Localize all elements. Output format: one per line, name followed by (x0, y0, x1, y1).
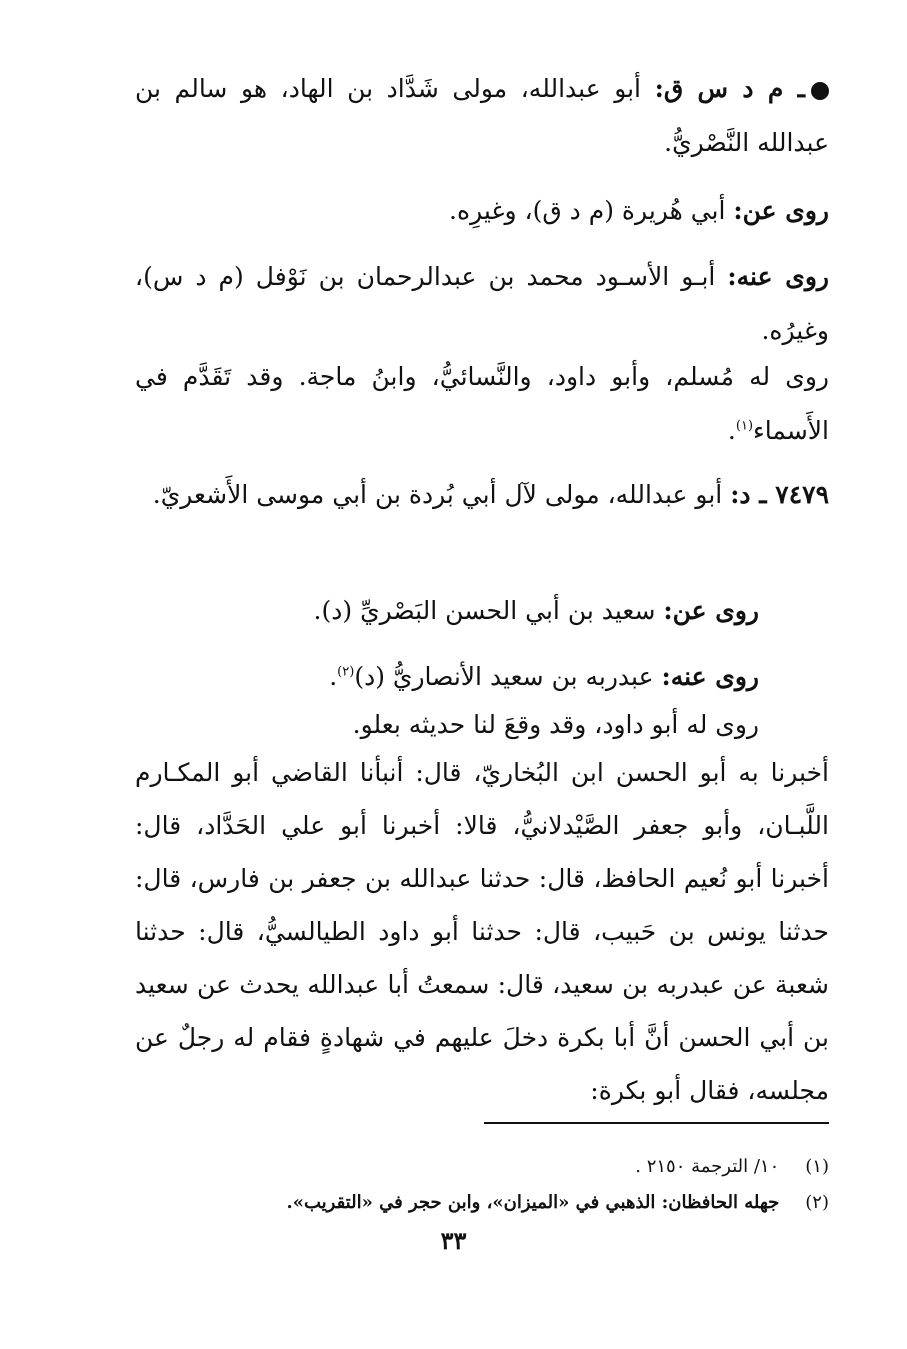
footnote-1 (135, 1152, 829, 1182)
entry-2-narr-body-text: أخبرنا به أبو الحسن ابن البُخاريّ، قال: أنبأنا القاضي أبو المكـارم اللَّبـان، وأبو جعفر الصَّيْدلانيُّ، قالا: أخبرنا أبو علي الحَدَّاد، قال: أخبرنا أبو نُعيم الحافظ، قال: حدثنا عبدالله بن جعفر بن فارس، قال: حدثنا يونس بن حَبيب، قال: حدثنا أبو داود الطيالسيُّ، قال: حدثنا شعبة عن عبدربه بن سعيد، قال: سمعتُ أبا عبدالله يحدث عن سعيد بن أبي الحسن أنَّ أبا بكرة دخلَ عليهم في شهادةٍ فقام له رجلٌ عن مجلسه، فقال أبو بكرة: (135, 758, 829, 1105)
entry-2-rawa-anhu-end: . (329, 662, 338, 691)
footnote-1-text: ١٠/ الترجمة ٢١٥٠ . (635, 1156, 780, 1177)
entry-1-note-text: روى له مُسلم، وأبو داود، والنَّسائيُّ، وابنُ ماجة. وقد تَقَدَّم في الأَسماء (135, 362, 829, 445)
footnote-separator (484, 1122, 829, 1124)
entry-2-rawa-anhu-text: عبدربه بن سعيد الأنصاريُّ (د) (354, 662, 654, 691)
entry-2-narr-intro (135, 698, 759, 752)
entry-2-rawa (135, 584, 759, 638)
entry-1-rawa-text: أبي هُريرة (م د ق)، وغيرِه. (449, 196, 726, 225)
entry-1-note (135, 350, 829, 458)
footnote-ref-1[interactable]: (١) (735, 418, 754, 434)
bullet-icon (811, 82, 829, 100)
entry-1-text: أبو عبدالله، مولى شَدَّاد بن الهاد، هو سالم بن عبدالله النَّصْريُّ. (135, 74, 829, 157)
entry-1-rawa-anhu (135, 250, 829, 358)
entry-2-narr-intro-text: روى له أبو داود، وقد وقعَ لنا حديثه بعلو. (352, 710, 759, 739)
entry-2-rawa-anhu (135, 650, 759, 704)
entry-2-rawa-label: روى عن: (663, 596, 759, 625)
entry-1-rawa-anhu-label: روى عنه: (727, 262, 830, 291)
entry-1-heading: ـ م د س ق: (654, 74, 805, 103)
footnote-1-num: (١) (805, 1156, 829, 1177)
entry-1-rawa (135, 184, 829, 238)
footnote-2 (135, 1188, 829, 1218)
entry-1-rawa-anhu-text: أبـو الأسـود محمد بن عبدالرحمان بن نَوْفل (م د س)، وغيرُه. (135, 262, 829, 345)
footnote-ref-2[interactable]: (٢) (337, 664, 355, 680)
entry-2-rawa-text: سعيد بن أبي الحسن البَصْريِّ (د). (313, 596, 656, 625)
entry-1-note-end: . (727, 416, 736, 445)
entry-2-heading-para (135, 468, 829, 522)
entry-1-rawa-label: روى عن: (733, 196, 829, 225)
page-number: ٣٣ (440, 1226, 467, 1255)
footnote-2-num: (٢) (805, 1192, 829, 1213)
entry-2-narr-body (135, 746, 829, 1117)
entry-1-heading-para (135, 62, 829, 170)
entry-2-text: أبو عبدالله، مولى لآل أبي بُردة بن أبي موسى الأَشعريّ. (152, 480, 723, 509)
footnote-2-text: جهله الحافظان: الذهبي في «الميزان»، وابن حجر في «التقريب». (286, 1192, 780, 1213)
entry-2-heading: ٧٤٧٩ ـ د: (730, 480, 829, 509)
entry-2-rawa-anhu-label: روى عنه: (661, 662, 759, 691)
